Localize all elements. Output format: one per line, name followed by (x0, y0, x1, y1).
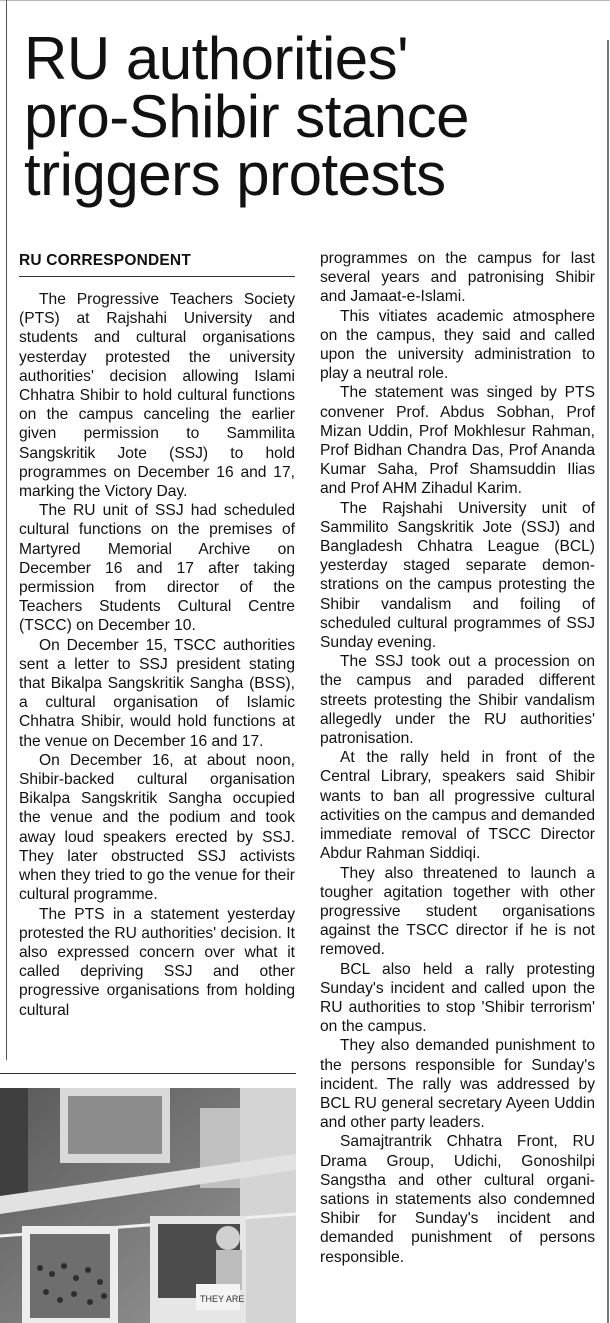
paragraph: Samajtrantrik Chhatra Front, RU Drama Group, Udichi, Gonoshilpi Sangstha and other cultural organisations in statements also condemned Shibir for Sunday's incident and demanded punishment of persons responsible. (320, 1133, 595, 1266)
paragraph: On December 15, TSCC authorities sent a letter to SSJ president stating that Bikalpa Sangskritik Sangha (BSS), a cultural organisation of Islamic Chhatra Shibir, would hold functions at the venue on December 16 and 17. (19, 636, 295, 750)
paragraph: The SSJ took out a procession on the campus and paraded different streets protesting the Shibir vandalism allegedly under the RU authorities' patronisation. (320, 653, 595, 748)
paragraph: The Rajshahi University unit of Sammilito Sangskritik Jote (SSJ) and Bangladesh Chhatra League (BCL) yesterday staged separate demonstrations on the campus protesting the Shibir vandalism and foiling of scheduled cultural programmes of SSJ Sunday evening. (320, 499, 595, 652)
headline (24, 25, 604, 208)
photo-panel-left (0, 1088, 28, 1198)
left-column-rule (6, 0, 7, 1060)
photo-face (216, 1226, 240, 1250)
photo-upper-poster-image (68, 1096, 162, 1154)
headline-line-3: triggers protests (24, 141, 446, 208)
paragraph: programmes on the campus for last several years and patronising Shibir and Jamaat-e-Islami. (320, 250, 595, 306)
headline-line-2: pro-Shibir stance (24, 83, 470, 150)
article-column-left (19, 290, 295, 1020)
paragraph: The Progressive Teachers Society (PTS) at Rajshahi University and students and cultural organisations yesterday protested the university authorities' decision allowing Islami Chhatra Shibir to hold cultural functions on the campus canceling the earlier given permission to Sammilita Sangskritik Jote (SSJ) to hold programmes on December 16 and 17, marking the Victory Day. (19, 291, 295, 501)
byline: RU CORRESPONDENT (19, 252, 191, 269)
photo-crowd-image (30, 1234, 110, 1318)
photo-bright-wall (240, 1088, 296, 1323)
paragraph: The RU unit of SSJ had scheduled cultural functions on the premises of Martyred Memorial Archive on December 16 and 17 after taking permission from director of the Teachers Students Cultural Centre (TSCC) on December 10. (19, 502, 295, 635)
news-photo (0, 1088, 296, 1323)
byline-rule (19, 276, 295, 277)
paragraph: BCL also held a rally protesting Sunday's incident and called upon the RU authorities to stop 'Shibir terrorism' on the campus. (320, 960, 595, 1036)
photo-illustration (0, 1088, 296, 1323)
page-top-rule (0, 0, 610, 1)
paragraph: They also demanded punishment to the persons responsible for Sunday's incident. The rally was addressed by BCL RU general secretary Ayeen Uddin and other party leaders. (320, 1037, 595, 1132)
paragraph: At the rally held in front of the Central Library, speakers said Shibir wants to ban all progressive cultural activities on the campus and demanded immediate removal of TSCC Director Abdur Rahman Siddiqi. (320, 749, 595, 863)
paragraph: On December 16, at about noon, Shibir-backed cultural organisation Bikalpa Sangskritik Sangha occupied the venue and the podium and took away loud speakers erected by SSJ. They later obstructed SSJ activists when they tried to go the venue for their cultural programme. (19, 751, 295, 904)
paragraph: The PTS in a statement yesterday protested the RU authorities' decision. It also expressed concern over what it called depriving SSJ and other progressive organisations from holding cultural (19, 905, 296, 1019)
right-edge-rule (607, 40, 609, 1323)
headline-line-1: RU authorities' (24, 25, 409, 92)
photo-top-rule (0, 1073, 296, 1074)
paragraph: This vitiates academic atmosphere on the campus, they said and called upon the university administration to play a neutral role. (320, 307, 595, 383)
paragraph: The statement was singed by PTS convener Prof. Abdus Sobhan, Prof Mizan Uddin, Prof Mokhlesur Rahman, Prof Bidhan Chandra Das, Prof Ananda Kumar Saha, Prof Shamsuddin Ilias and Prof AHM Zihadul Karim. (320, 384, 595, 498)
article-column-right (320, 249, 595, 1267)
photo-poster-text: THEY ARE (200, 1294, 245, 1304)
paragraph: They also threatened to launch a tougher agitation together with other progressive student organisations against the TSCC director if he is not removed. (320, 864, 595, 959)
